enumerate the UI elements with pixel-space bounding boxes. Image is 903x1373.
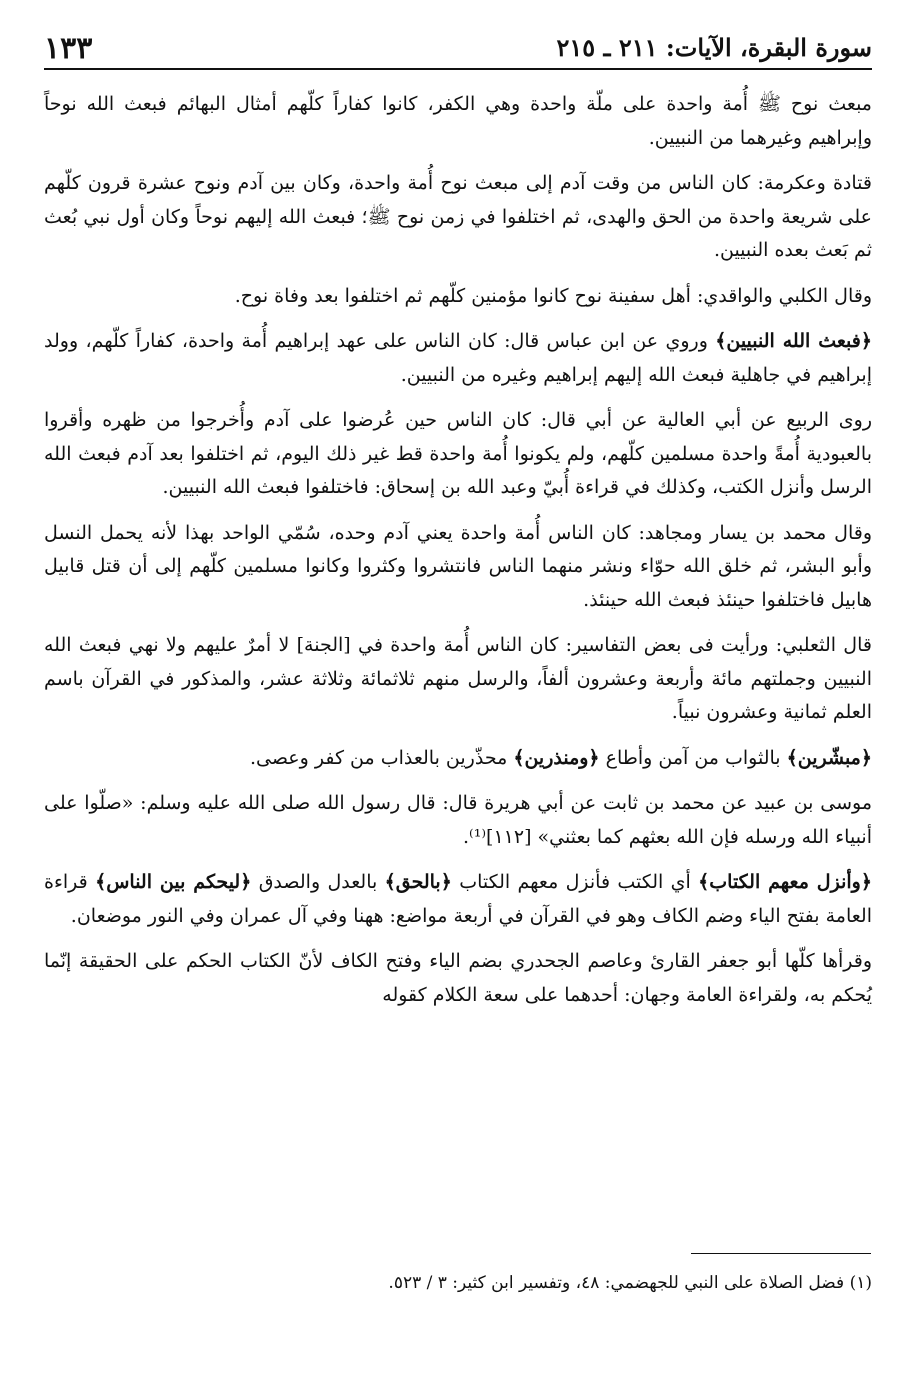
paragraph-text: وقرأها كلّها أبو جعفر القارئ وعاصم الجحدري بضم الياء وفتح الكاف لأنّ الكتاب الحكم على الحقيقة إنّما يُحكم به، ولقراءة العامة وجهان: أحدهما على سعة الكلام كقوله (44, 950, 872, 1006)
paragraph-text: روى الربيع عن أبي العالية عن أبي قال: كان الناس حين عُرضوا على آدم وأُخرجوا من ظهره وأقروا بالعبودية أُمةً واحدة مسلمين كلّهم، ولم يكونوا أُمة واحدة قط غير ذلك اليوم، ثم اختلفوا بعد آدم فبعث الله الرسل وأنزل الكتب، وكذلك في قراءة أُبيّ وعبد الله بن إسحاق: فاختلفوا فبعث الله النبيين. (44, 409, 872, 498)
paragraph-text: مبعث نوح ﷺ أُمة واحدة على ملّة واحدة وهي الكفر، كانوا كفاراً كلّهم أمثال البهائم فبعث الله نوحاً وإبراهيم وغيرهما من النبيين. (44, 93, 872, 149)
page-number: ١٣٣ (44, 31, 93, 66)
paragraph-text: محذّرين بالعذاب من كفر وعصى. (249, 746, 514, 769)
sura-title: سورة البقرة، الآيات: ٢١١ ـ ٢١٥ (556, 33, 872, 62)
paragraph (44, 866, 872, 933)
paragraph (44, 404, 872, 505)
paragraph-text: قراءة العامة بفتح الياء وضم الكاف وهو في القرآن في أربعة مواضع: ههنا وفي آل عمران وفي النور موضعان. (44, 871, 872, 927)
quran-quote: ﴿بالحق﴾ (384, 871, 452, 893)
page-body (44, 88, 872, 1024)
paragraph-text: موسى بن عبيد عن محمد بن ثابت عن أبي هريرة قال: قال رسول الله صلى الله عليه وسلم: «صلّوا على أنبياء الله ورسله فإن الله بعثهم كما بعثني» [١١٢]⁽¹⁾. (44, 792, 872, 848)
paragraph-text: أي الكتب فأنزل معهم الكتاب (451, 871, 699, 893)
paragraph (44, 280, 872, 314)
page-header (44, 24, 872, 70)
paragraph (44, 629, 872, 730)
quran-quote: ﴿فبعث الله النبيين﴾ (715, 330, 872, 352)
quran-quote: ﴿مبشّرين﴾ (786, 746, 872, 769)
paragraph-text: بالثواب من آمن وأطاع (599, 746, 787, 769)
paragraph-text: وروي عن ابن عباس قال: كان الناس على عهد إبراهيم أُمة واحدة، كفاراً كلّهم، وولد إبراهيم في جاهلية فبعث الله إليهم إبراهيم وغيره من النبيين. (44, 330, 872, 386)
footnote-divider (691, 1253, 871, 1254)
paragraph (44, 787, 872, 854)
quran-quote: ﴿ليحكم بين الناس﴾ (95, 871, 252, 893)
quran-quote: ﴿ومنذرين﴾ (513, 746, 600, 769)
paragraph (44, 517, 872, 618)
paragraph (44, 325, 872, 392)
paragraph (44, 167, 872, 268)
paragraph (44, 742, 872, 776)
quran-quote: ﴿وأنزل معهم الكتاب﴾ (698, 871, 872, 893)
paragraph-text: بالعدل والصدق (251, 871, 385, 893)
paragraph-text: قتادة وعكرمة: كان الناس من وقت آدم إلى مبعث نوح أُمة واحدة، وكان بين آدم ونوح عشرة قرون كلّهم على شريعة واحدة من الحق والهدى، ثم اختلفوا في زمن نوح ﷺ؛ فبعث الله إليهم نوحاً وكان أول نبي بُعث ثم بَعث بعده النبيين. (44, 172, 872, 261)
paragraph-text: وقال محمد بن يسار ومجاهد: كان الناس أُمة واحدة يعني آدم وحده، سُمّي الواحد بهذا لأنه يحمل النسل وأبو البشر، ثم خلق الله حوّاء ونشر منهما الناس فانتشروا وكثروا وكانوا مسلمين كلّهم إلى أن قتل قابيل هابيل فاختلفوا حينئذ فبعث الله حينئذ. (44, 521, 872, 611)
paragraph-text: وقال الكلبي والواقدي: أهل سفينة نوح كانوا مؤمنين كلّهم ثم اختلفوا بعد وفاة نوح. (234, 284, 872, 307)
paragraph-text: قال الثعلبي: ورأيت فى بعض التفاسير: كان الناس أُمة واحدة في [الجنة] لا أمرٌ عليهم ولا نهي فبعث الله النبيين وجملتهم مائة وأربعة وعشرون ألفاً، والرسل منهم ثلاثمائة وثلاثة عشر، والمذكور في القرآن باسم العلم ثمانية وعشرون نبياً. (44, 634, 872, 723)
footnote: (١) فضل الصلاة على النبي للجهضمي: ٤٨، وتفسير ابن كثير: ٣ / ٥٢٣. (388, 1273, 872, 1293)
paragraph (44, 945, 872, 1012)
paragraph (44, 88, 872, 155)
